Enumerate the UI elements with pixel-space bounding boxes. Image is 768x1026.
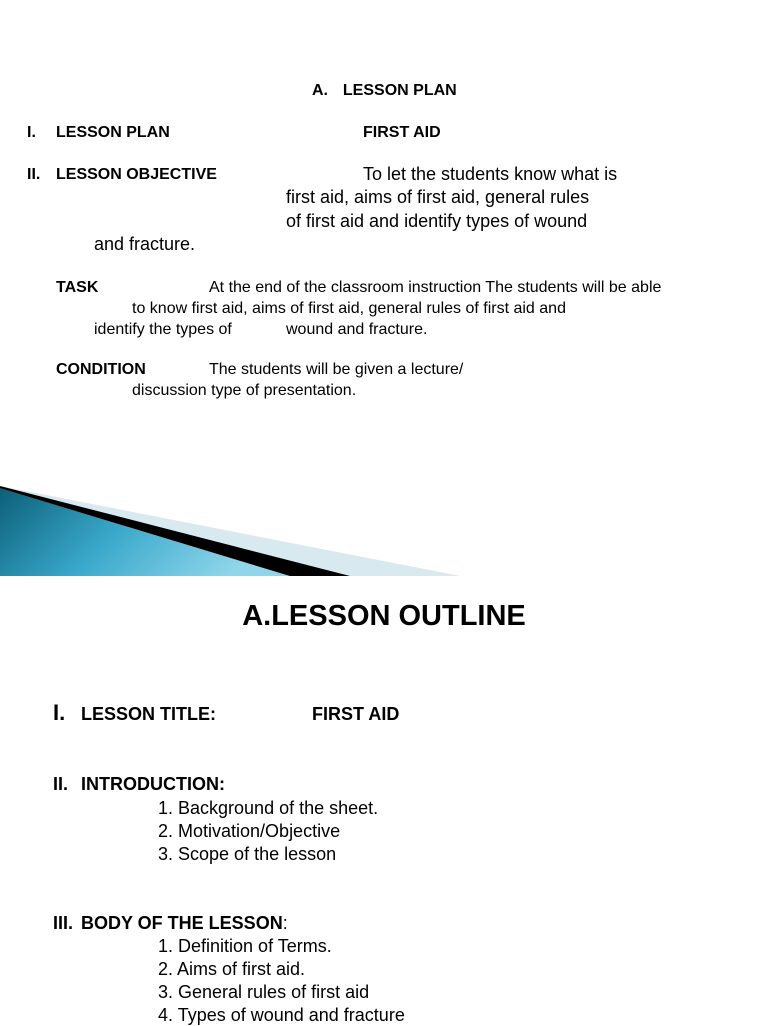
row2-numeral: II.: [27, 166, 41, 183]
introduction-item-3: 3. Scope of the lesson: [158, 844, 337, 864]
lesson-title-label: LESSON TITLE:: [81, 704, 216, 724]
body-item-3: 3. General rules of first aid: [158, 982, 370, 1002]
task-line-1: At the end of the classroom instruction The students will be able: [209, 279, 662, 296]
slide-lesson-outline: [0, 576, 768, 1024]
body-label: BODY OF THE LESSON: [81, 913, 283, 933]
introduction-item-1: 1. Background of the sheet.: [158, 798, 379, 818]
objective-line-1: To let the students know what is: [363, 164, 618, 184]
introduction-item-2: 2. Motivation/Objective: [158, 821, 341, 841]
task-line-4: wound and fracture.: [286, 321, 428, 338]
lesson-title-value: FIRST AID: [312, 704, 400, 724]
task-line-2: to know first aid, aims of first aid, general rules of first aid and: [132, 300, 566, 317]
body-colon: :: [282, 913, 288, 933]
body-item-4: 4. Types of wound and fracture: [158, 1005, 405, 1025]
body-heading: [81, 913, 288, 934]
heading-letter: A.: [312, 82, 328, 99]
task-line-3: identify the types of: [94, 321, 232, 338]
row1-label: LESSON PLAN: [56, 124, 170, 141]
heading-text: LESSON PLAN: [342, 82, 457, 99]
body-item-1: 1. Definition of Terms.: [158, 936, 332, 956]
introduction-label: INTRODUCTION:: [81, 774, 225, 794]
introduction-numeral: II.: [53, 774, 69, 794]
body-item-2: 2. Aims of first aid.: [158, 959, 306, 979]
condition-label: CONDITION: [56, 361, 146, 378]
row1-value: FIRST AID: [363, 124, 441, 141]
lesson-title-numeral: I.: [53, 700, 66, 725]
objective-line-3: of first aid and identify types of wound: [286, 211, 588, 231]
objective-line-4: and fracture.: [94, 234, 196, 254]
objective-line-2: first aid, aims of first aid, general rules: [286, 187, 590, 207]
condition-line-2: discussion type of presentation.: [132, 382, 357, 399]
outline-title: A.LESSON OUTLINE: [242, 600, 526, 632]
task-label: TASK: [56, 279, 99, 296]
body-numeral: III.: [53, 913, 74, 933]
row2-label: LESSON OBJECTIVE: [56, 166, 217, 183]
row1-numeral: I.: [27, 124, 36, 141]
slide-heading: [312, 82, 457, 100]
decorative-swoosh: [0, 476, 460, 576]
condition-line-1: The students will be given a lecture/: [209, 361, 464, 378]
